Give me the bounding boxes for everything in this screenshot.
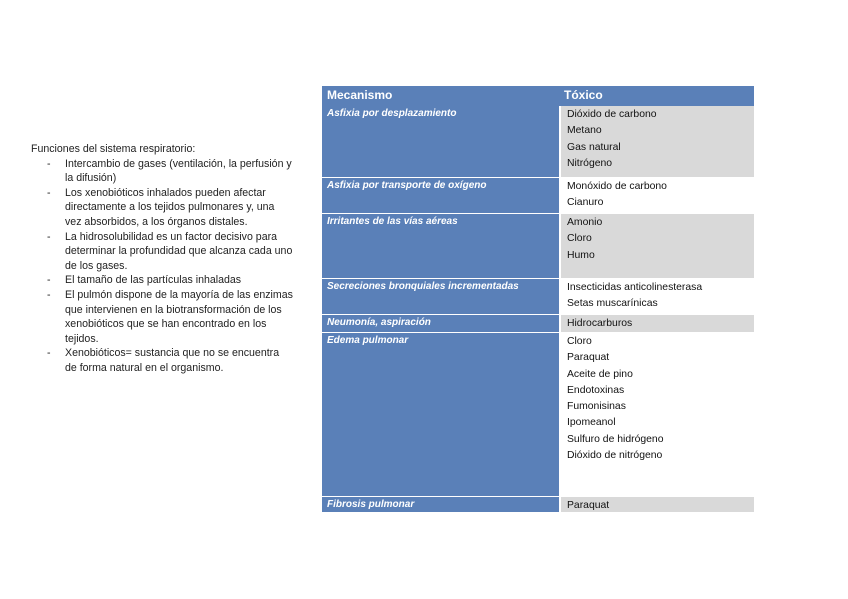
table-row xyxy=(322,214,754,279)
dash-bullet: - xyxy=(47,186,51,199)
mecanismo-cell: Secreciones bronquiales incrementadas xyxy=(322,279,559,315)
dash-bullet: - xyxy=(47,230,51,243)
respiratory-functions-text xyxy=(31,142,293,376)
functions-heading: Funciones del sistema respiratorio: xyxy=(31,143,196,155)
table-header xyxy=(322,86,754,106)
table-row xyxy=(322,178,754,214)
table-row xyxy=(322,315,754,333)
dash-bullet: - xyxy=(47,274,51,287)
toxico-cell: Insecticidas anticolinesterasa Setas muscarínicas xyxy=(559,279,754,315)
header-toxico: Tóxico xyxy=(564,88,603,102)
list-item: - Los xenobióticos inhalados pueden afectar directamente a los tejidos pulmonares y, una vez absorbidos, a los órganos distales. xyxy=(47,186,275,228)
mecanismo-cell: Irritantes de las vías aéreas xyxy=(322,214,559,279)
dash-bullet: - xyxy=(47,347,51,360)
toxico-cell: Dióxido de carbono Metano Gas natural Nitrógeno xyxy=(559,106,754,178)
mecanismo-cell: Neumonía, aspiración xyxy=(322,315,559,333)
mecanismo-cell: Asfixia por desplazamiento xyxy=(322,106,559,178)
mecanismo-cell: Asfixia por transporte de oxígeno xyxy=(322,178,559,214)
mecanismo-cell: Edema pulmonar xyxy=(322,333,559,497)
dash-bullet: - xyxy=(47,288,51,301)
list-item: - La hidrosolubilidad es un factor decisivo para determinar la profundidad que alcanza cada uno de los gases. xyxy=(47,230,293,272)
toxico-cell: Monóxido de carbono Cianuro xyxy=(559,178,754,214)
toxico-cell: Amonio Cloro Humo xyxy=(559,214,754,279)
toxic-mechanisms-table xyxy=(322,86,754,513)
table-row xyxy=(322,497,754,513)
functions-list xyxy=(31,157,293,376)
header-mecanismo: Mecanismo xyxy=(327,88,393,102)
toxico-cell: Cloro Paraquat Aceite de pino Endotoxinas Fumonisinas Ipomeanol Sulfuro de hidrógeno Dióxido de nitrógeno xyxy=(559,333,754,497)
list-item: - El pulmón dispone de la mayoría de las enzimas que intervienen en la biotransformación de los xenobióticos que se han encontrado en los tejidos. xyxy=(47,288,293,345)
toxico-cell: Paraquat xyxy=(559,497,754,513)
table-row xyxy=(322,279,754,315)
dash-bullet: - xyxy=(47,157,51,170)
toxico-cell: Hidrocarburos xyxy=(559,315,754,333)
mecanismo-cell: Fibrosis pulmonar xyxy=(322,497,559,513)
table-row xyxy=(322,333,754,497)
list-item: - Intercambio de gases (ventilación, la perfusión y la difusión) xyxy=(47,157,292,185)
list-item: - El tamaño de las partículas inhaladas xyxy=(47,274,242,287)
table-row xyxy=(322,106,754,178)
list-item: - Xenobióticos= sustancia que no se encuentra de forma natural en el organismo. xyxy=(47,347,280,374)
